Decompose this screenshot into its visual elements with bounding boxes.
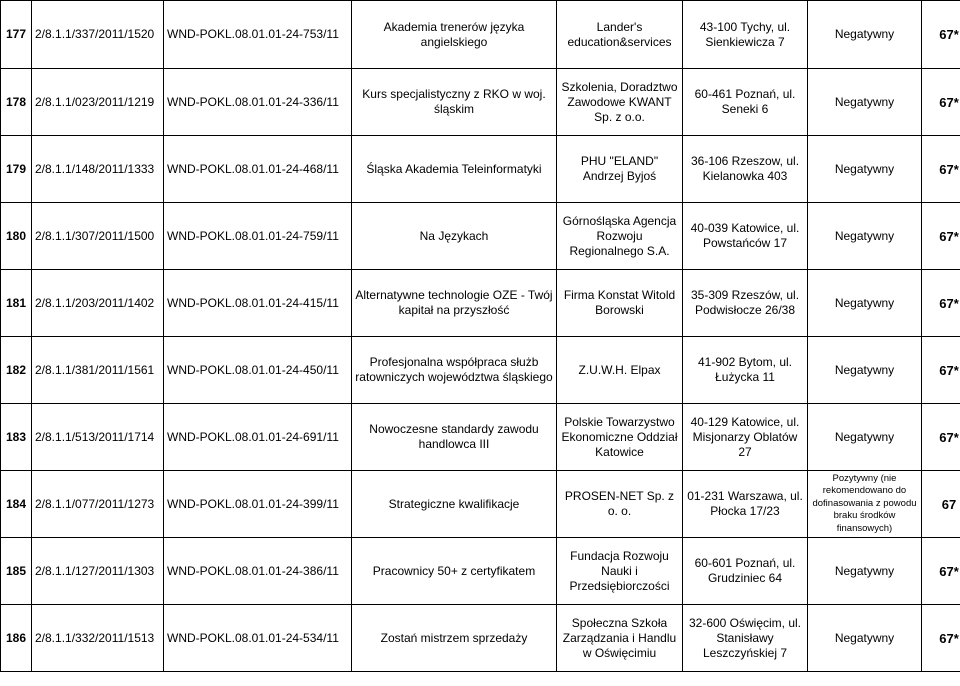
row-number: 184 (1, 471, 32, 538)
applicant-name: Szkolenia, Doradztwo Zawodowe KWANT Sp. z o.o. (557, 69, 683, 136)
project-title: Śląska Akademia Teleinformatyki (352, 136, 557, 203)
row-number: 179 (1, 136, 32, 203)
registration-number: 2/8.1.1/381/2011/1561 (32, 337, 164, 404)
score: 67* (922, 605, 960, 672)
registration-number: 2/8.1.1/148/2011/1333 (32, 136, 164, 203)
row-number: 181 (1, 270, 32, 337)
evaluation-status: Negatywny (808, 538, 922, 605)
application-code: WND-POKL.08.01.01-24-386/11 (164, 538, 352, 605)
application-code: WND-POKL.08.01.01-24-759/11 (164, 203, 352, 270)
applicant-address: 36-106 Rzeszow, ul. Kielanowka 403 (683, 136, 808, 203)
project-title: Kurs specjalistyczny z RKO w woj. śląskim (352, 69, 557, 136)
table-row (1, 69, 960, 136)
row-number: 186 (1, 605, 32, 672)
table-row (1, 404, 960, 471)
applicant-address: 32-600 Oświęcim, ul. Stanisławy Leszczyńskiej 7 (683, 605, 808, 672)
score: 67 (922, 471, 960, 538)
evaluation-status: Negatywny (808, 337, 922, 404)
applicant-address: 40-129 Katowice, ul. Misjonarzy Oblatów 27 (683, 404, 808, 471)
evaluation-status: Negatywny (808, 270, 922, 337)
applicant-name: Lander's education&services (557, 1, 683, 69)
applicant-address: 40-039 Katowice, ul. Powstańców 17 (683, 203, 808, 270)
score: 67* (922, 136, 960, 203)
applicant-address: 01-231 Warszawa, ul. Płocka 17/23 (683, 471, 808, 538)
score: 67* (922, 270, 960, 337)
table-row (1, 203, 960, 270)
evaluation-status: Negatywny (808, 69, 922, 136)
applicant-name: Z.U.W.H. Elpax (557, 337, 683, 404)
project-title: Nowoczesne standardy zawodu handlowca III (352, 404, 557, 471)
project-title: Profesjonalna współpraca służb ratowniczych województwa śląskiego (352, 337, 557, 404)
registration-number: 2/8.1.1/077/2011/1273 (32, 471, 164, 538)
registration-number: 2/8.1.1/203/2011/1402 (32, 270, 164, 337)
score: 67* (922, 337, 960, 404)
project-title: Zostań mistrzem sprzedaży (352, 605, 557, 672)
evaluation-status: Negatywny (808, 605, 922, 672)
row-number: 185 (1, 538, 32, 605)
application-code: WND-POKL.08.01.01-24-753/11 (164, 1, 352, 69)
table-row (1, 270, 960, 337)
evaluation-status: Negatywny (808, 203, 922, 270)
score: 67* (922, 69, 960, 136)
registration-number: 2/8.1.1/307/2011/1500 (32, 203, 164, 270)
application-code: WND-POKL.08.01.01-24-691/11 (164, 404, 352, 471)
table-row (1, 538, 960, 605)
applicant-address: 41-902 Bytom, ul. Łużycka 11 (683, 337, 808, 404)
application-code: WND-POKL.08.01.01-24-450/11 (164, 337, 352, 404)
registration-number: 2/8.1.1/332/2011/1513 (32, 605, 164, 672)
table-row (1, 605, 960, 672)
applicant-name: PHU "ELAND" Andrzej Byjoś (557, 136, 683, 203)
registration-number: 2/8.1.1/023/2011/1219 (32, 69, 164, 136)
project-title: Alternatywne technologie OZE - Twój kapitał na przyszłość (352, 270, 557, 337)
applicant-name: PROSEN-NET Sp. z o. o. (557, 471, 683, 538)
score: 67* (922, 538, 960, 605)
registration-number: 2/8.1.1/513/2011/1714 (32, 404, 164, 471)
registration-number: 2/8.1.1/337/2011/1520 (32, 1, 164, 69)
evaluation-status: Negatywny (808, 404, 922, 471)
applicant-name: Polskie Towarzystwo Ekonomiczne Oddział Katowice (557, 404, 683, 471)
row-number: 183 (1, 404, 32, 471)
applicant-address: 35-309 Rzeszów, ul. Podwisłocze 26/38 (683, 270, 808, 337)
evaluation-status: Pozytywny (nie rekomendowano do dofinasowania z powodu braku środków finansowych) (808, 471, 922, 538)
applicant-name: Społeczna Szkoła Zarządzania i Handlu w Oświęcimiu (557, 605, 683, 672)
applicant-address: 60-461 Poznań, ul. Seneki 6 (683, 69, 808, 136)
applicant-address: 60-601 Poznań, ul. Grudziniec 64 (683, 538, 808, 605)
table-row (1, 1, 960, 69)
evaluation-status: Negatywny (808, 136, 922, 203)
application-code: WND-POKL.08.01.01-24-534/11 (164, 605, 352, 672)
application-code: WND-POKL.08.01.01-24-336/11 (164, 69, 352, 136)
application-code: WND-POKL.08.01.01-24-468/11 (164, 136, 352, 203)
registration-number: 2/8.1.1/127/2011/1303 (32, 538, 164, 605)
row-number: 182 (1, 337, 32, 404)
score: 67* (922, 1, 960, 69)
project-title: Akademia trenerów języka angielskiego (352, 1, 557, 69)
evaluation-status: Negatywny (808, 1, 922, 69)
project-title: Strategiczne kwalifikacje (352, 471, 557, 538)
row-number: 178 (1, 69, 32, 136)
score: 67* (922, 404, 960, 471)
project-title: Pracownicy 50+ z certyfikatem (352, 538, 557, 605)
score: 67* (922, 203, 960, 270)
project-title: Na Językach (352, 203, 557, 270)
row-number: 177 (1, 1, 32, 69)
table-row (1, 337, 960, 404)
applicant-name: Górnośląska Agencja Rozwoju Regionalnego S.A. (557, 203, 683, 270)
row-number: 180 (1, 203, 32, 270)
table-row (1, 471, 960, 538)
application-code: WND-POKL.08.01.01-24-399/11 (164, 471, 352, 538)
applicant-address: 43-100 Tychy, ul. Sienkiewicza 7 (683, 1, 808, 69)
table-row (1, 136, 960, 203)
applicant-name: Fundacja Rozwoju Nauki i Przedsiębiorczości (557, 538, 683, 605)
applicant-name: Firma Konstat Witold Borowski (557, 270, 683, 337)
application-code: WND-POKL.08.01.01-24-415/11 (164, 270, 352, 337)
